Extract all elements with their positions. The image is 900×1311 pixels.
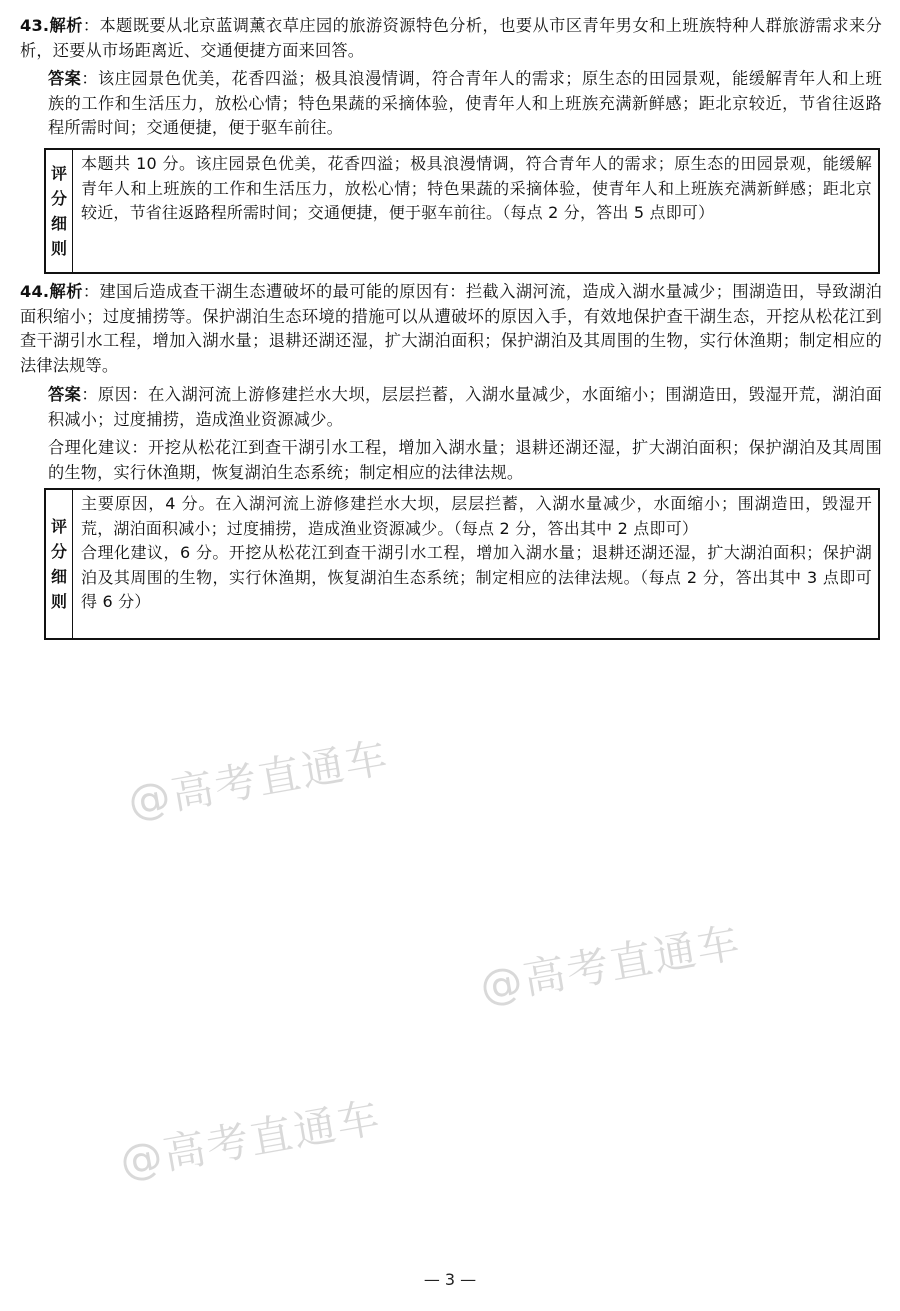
q43-answer: [48, 67, 882, 141]
q43-analysis-text: ：本题既要从北京蓝调薰衣草庄园的旅游资源特色分析，也要从市区青年男女和上班族特种人群旅游需求来分析，还要从市场距离近、交通便捷方面来回答。: [20, 16, 882, 60]
rubric-char: 细: [50, 567, 67, 586]
rubric-char: 则: [50, 239, 67, 258]
watermark: @高考直通车: [124, 732, 393, 827]
q44-answer-text: ：原因：在入湖河流上游修建拦水大坝，层层拦蓄，入湖水量减少，水面缩小；围湖造田，毁湿开荒，湖泊面积减小；过度捕捞，造成渔业资源减少。: [48, 385, 882, 429]
q44-rubric-text-2: 合理化建议，6 分。开挖从松花江到查干湖引水工程，增加入湖水量；退耕还湖还湿，扩大湖泊面积；保护湖泊及其周围的生物，实行休渔期，恢复湖泊生态系统；制定相应的法律法规。（每点 2 分，答出其中 3 点即可得 6 分）: [81, 543, 872, 611]
rubric-char: 细: [50, 214, 67, 233]
q44-rubric-side-label: [46, 490, 73, 638]
q44-answer: [48, 383, 882, 432]
q44-answer-label: 答案: [48, 385, 82, 404]
q44-rubric-text-1: 主要原因，4 分。在入湖河流上游修建拦水大坝，层层拦蓄，入湖水量减少，水面缩小；围湖造田，毁湿开荒，湖泊面积减小；过度捕捞，造成渔业资源减少。（每点 2 分，答出其中 2 点即可）: [81, 494, 872, 538]
rubric-char: 则: [50, 592, 67, 611]
q44-rubric-body: [73, 490, 878, 638]
q43-analysis-label: 解析: [49, 16, 83, 35]
rubric-char: 评: [50, 164, 67, 183]
q43-rubric-side-label: [46, 150, 73, 272]
q43-answer-label: 答案: [48, 69, 82, 88]
rubric-char: 分: [50, 189, 67, 208]
q43-answer-text: ：该庄园景色优美，花香四溢；极具浪漫情调，符合青年人的需求；原生态的田园景观，能缓解青年人和上班族的工作和生活压力，放松心情；特色果蔬的采摘体验，使青年人和上班族充满新鲜感；距北京较近，节省往返路程所需时间；交通便捷，便于驱车前往。: [48, 69, 882, 137]
page-number: — 3 —: [423, 1270, 477, 1289]
watermark: @高考直通车: [476, 917, 745, 1012]
rubric-char: 分: [50, 542, 67, 561]
q43-rubric-body: [73, 150, 878, 272]
q44-analysis-text: ：建国后造成查干湖生态遭破坏的最可能的原因有：拦截入湖河流，造成入湖水量减少；围湖造田，导致湖泊面积缩小；过度捕捞等。保护湖泊生态环境的措施可以从遭破坏的原因入手，有效地保护查干湖生态，开挖从松花江到查干湖引水工程，增加入湖水量；退耕还湖还湿，扩大湖泊面积；保护湖泊及其周围的生物，实行休渔期；制定相应的法律法规等。: [20, 282, 882, 375]
q44-analysis: [20, 280, 882, 378]
rubric-char: 评: [50, 517, 67, 536]
q43-number: 43.: [20, 16, 50, 35]
q44-analysis-label: 解析: [49, 282, 83, 301]
q44-number: 44.: [20, 282, 50, 301]
q44-rubric-box: [44, 488, 880, 640]
q43-rubric-text: 本题共 10 分。该庄园景色优美，花香四溢；极具浪漫情调，符合青年人的需求；原生态的田园景观，能缓解青年人和上班族的工作和生活压力，放松心情；特色果蔬的采摘体验，使青年人和上班族充满新鲜感；距北京较近，节省往返路程所需时间；交通便捷，便于驱车前往。（每点 2 分，答出 5 点即可）: [81, 154, 872, 222]
watermark: @高考直通车: [116, 1092, 385, 1187]
q43-analysis: [20, 14, 882, 63]
q43-rubric-box: [44, 148, 880, 274]
q44-suggestion: 合理化建议：开挖从松花江到查干湖引水工程，增加入湖水量；退耕还湖还湿，扩大湖泊面积；保护湖泊及其周围的生物，实行休渔期，恢复湖泊生态系统；制定相应的法律法规。: [48, 438, 882, 482]
